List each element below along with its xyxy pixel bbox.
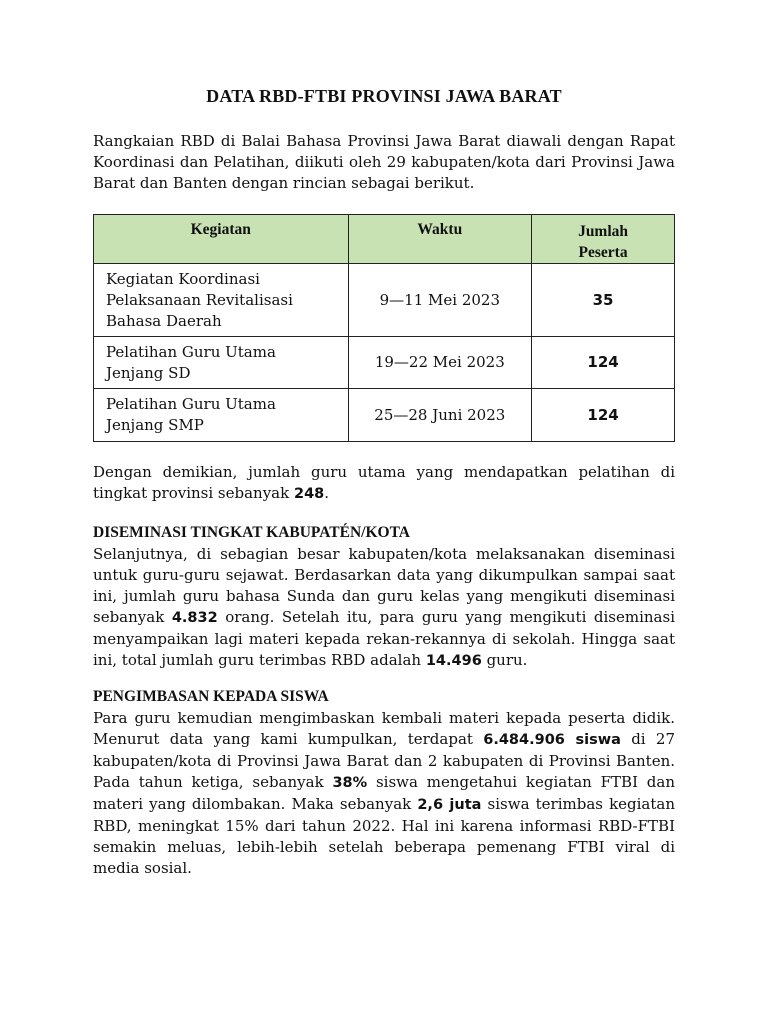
terimbas-siswa-value: 2,6 juta xyxy=(417,797,482,813)
text: di 27 kabupaten/kota di Provinsi Jawa Barat dan 2 kabupaten di Provinsi Banten. Pada tahun ketiga, sebanyak xyxy=(93,730,675,791)
cell-peserta: 124 xyxy=(532,389,675,442)
header-jumlah-peserta: Jumlah Peserta xyxy=(532,215,675,264)
activity-table xyxy=(93,214,675,442)
text: siswa terimbas kegiatan RBD, meningkat 15% dari tahun 2022. Hal ini karena informasi RBD-FTBI semakin meluas, lebih-lebih setelah beberapa pemenang FTBI viral di media sosial. xyxy=(93,795,676,877)
cell-peserta: 124 xyxy=(532,337,675,389)
cell-kegiatan: Kegiatan Koordinasi Pelaksanaan Revitalisasi Bahasa Daerah xyxy=(94,264,349,337)
document-title: DATA RBD-FTBI PROVINSI JAWA BARAT xyxy=(206,86,562,106)
text: orang. Setelah itu, para guru yang mengikuti diseminasi menyampaikan lagi materi kepada rekan-rekannya di sekolah. Hingga saat ini, total jumlah guru terimbas RBD adalah xyxy=(93,608,675,669)
table-row xyxy=(94,264,675,337)
pengimbasan-paragraph xyxy=(93,708,675,879)
diseminasi-paragraph xyxy=(93,544,675,672)
section-heading-pengimbasan: PENGIMBASAN KEPADA SISWA xyxy=(93,688,329,705)
table-row xyxy=(94,337,675,389)
cell-waktu: 25—28 Juni 2023 xyxy=(348,389,532,442)
terimbas-guru-value: 14.496 xyxy=(425,653,482,669)
total-students-value: 6.484.906 siswa xyxy=(483,732,621,748)
intro-paragraph: Rangkaian RBD di Balai Bahasa Provinsi Jawa Barat diawali dengan Rapat Koordinasi dan Pelatihan, diikuti oleh 29 kabupaten/kota dari Provinsi Jawa Barat dan Banten dengan rincian sebagai berikut. xyxy=(93,132,675,192)
table-row xyxy=(94,389,675,442)
header-kegiatan: Kegiatan xyxy=(94,215,349,264)
summary-text: Dengan demikian, jumlah guru utama yang mendapatkan pelatihan di tingkat provinsi sebanyak xyxy=(93,463,675,502)
cell-peserta: 35 xyxy=(532,264,675,337)
summary-paragraph xyxy=(93,462,675,505)
cell-kegiatan: Pelatihan Guru Utama Jenjang SD xyxy=(94,337,349,389)
total-teachers-value: 248 xyxy=(293,486,325,502)
cell-waktu: 19—22 Mei 2023 xyxy=(348,337,532,389)
text: siswa mengetahui kegiatan FTBI dan materi yang dilombakan. Maka sebanyak xyxy=(93,773,676,813)
section-heading-diseminasi: DISEMINASI TINGKAT KABUPATÉN/KOTA xyxy=(93,524,410,541)
table-header-row xyxy=(94,215,675,264)
cell-kegiatan: Pelatihan Guru Utama Jenjang SMP xyxy=(94,389,349,442)
cell-waktu: 9—11 Mei 2023 xyxy=(348,264,532,337)
header-waktu: Waktu xyxy=(348,215,532,264)
text: Selanjutnya, di sebagian besar kabupaten/kota melaksanakan diseminasi untuk guru-guru sejawat. Berdasarkan data yang dikumpulkan sampai saat ini, jumlah guru bahasa Sunda dan guru kelas yang mengikuti diseminasi sebanyak xyxy=(93,545,675,626)
text: Para guru kemudian mengimbaskan kembali materi kepada peserta didik. Menurut data yang kami kumpulkan, terdapat xyxy=(93,709,675,748)
percentage-value: 38% xyxy=(332,775,368,791)
summary-end: . xyxy=(324,484,330,502)
diseminasi-value: 4.832 xyxy=(171,610,218,626)
text: guru. xyxy=(481,651,528,669)
